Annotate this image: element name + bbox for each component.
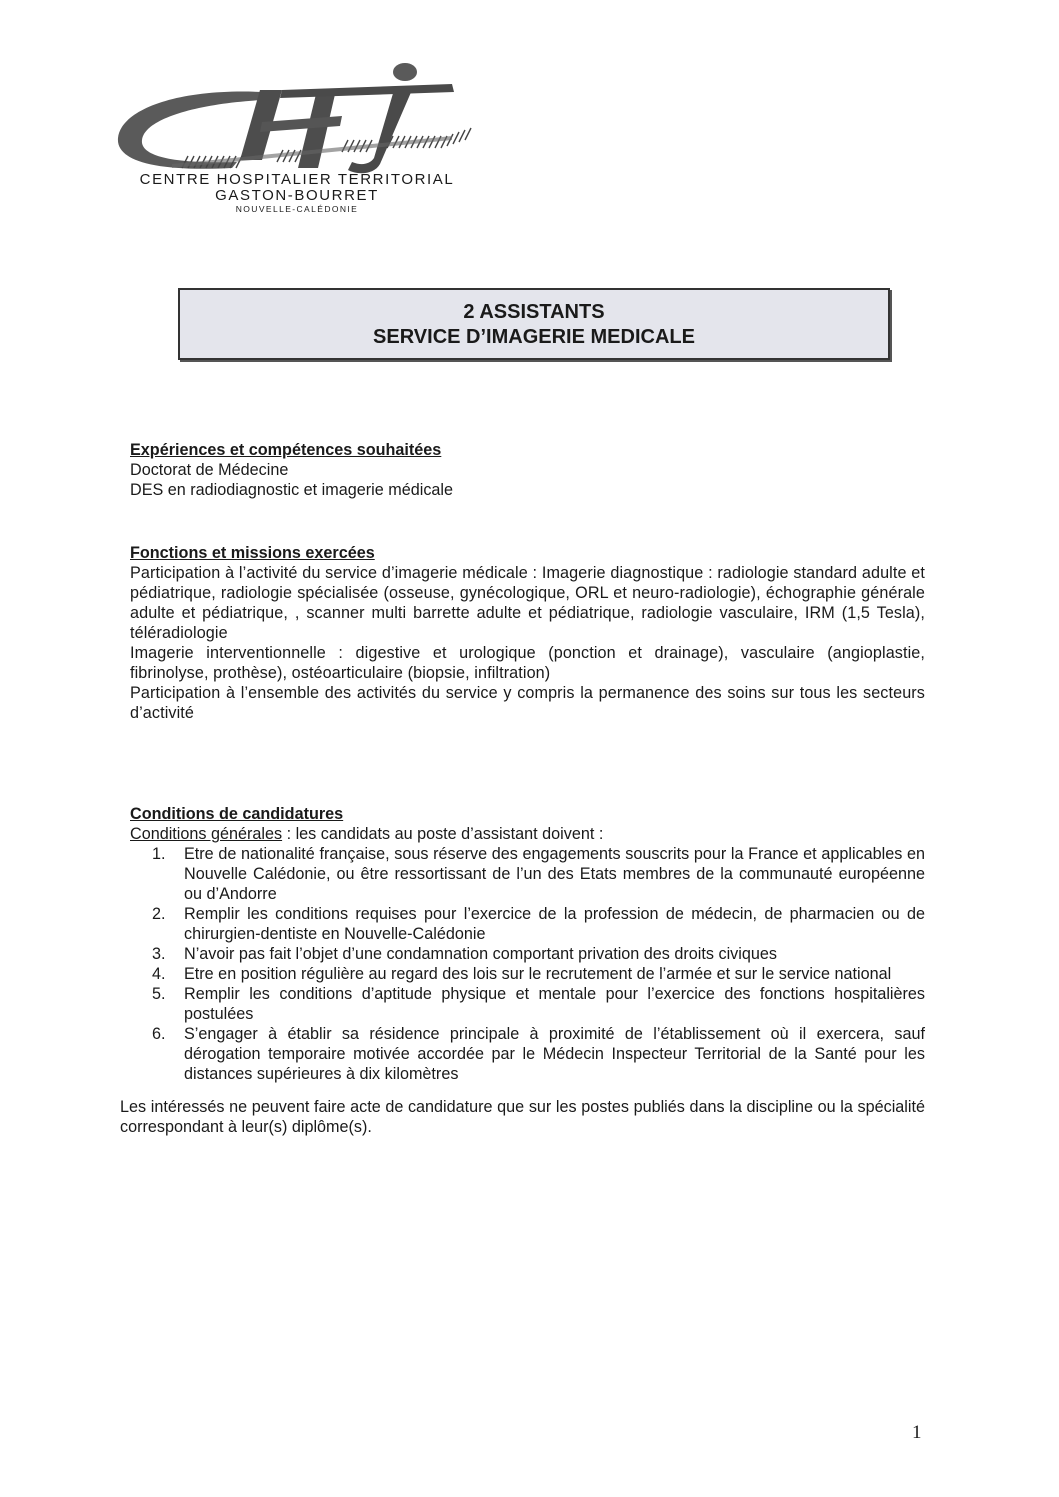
list-item-number: 6. xyxy=(152,1025,166,1043)
experience-item: DES en radiodiagnostic et imagerie médicale xyxy=(130,481,454,499)
list-item-number: 4. xyxy=(152,965,166,983)
conditions-heading: Conditions de candidatures xyxy=(130,805,344,823)
conditions-section xyxy=(130,804,925,1084)
list-item-number: 3. xyxy=(152,945,166,963)
experience-item: Doctorat de Médecine xyxy=(130,461,289,479)
list-item-number: 1. xyxy=(152,845,166,863)
list-item-text: Remplir les conditions requises pour l’exercice de la profession de médecin, de pharmacien ou de chirurgien-dentiste en Nouvelle-Calédonie xyxy=(184,905,925,943)
job-title-line1: 2 ASSISTANTS xyxy=(463,301,605,323)
conditions-intro xyxy=(130,824,925,844)
functions-heading: Fonctions et missions exercées xyxy=(130,544,375,562)
conditions-list xyxy=(130,844,925,1084)
list-item xyxy=(130,984,925,1024)
org-name-line2: GASTON-BOURRET xyxy=(215,187,379,204)
general-conditions-text: : les candidats au poste d’assistant doivent : xyxy=(282,825,604,843)
list-item-number: 2. xyxy=(152,905,166,923)
general-conditions-label: Conditions générales xyxy=(130,825,283,843)
page-number: 1 xyxy=(912,1422,922,1443)
org-name-line1: CENTRE HOSPITALIER TERRITORIAL xyxy=(139,171,455,188)
list-item-text: S’engager à établir sa résidence principale à proximité de l’établissement où il exercera, sauf dérogation temporaire motivée accordée par le Médecin Inspecteur Territorial de la Santé pour les distances supérieures à dix kilomètres xyxy=(184,1025,925,1083)
experience-heading: Expériences et compétences souhaitées xyxy=(130,441,442,459)
list-item xyxy=(130,844,925,904)
job-title-box xyxy=(178,288,890,360)
job-title-line2: SERVICE D’IMAGERIE MEDICALE xyxy=(373,326,695,348)
list-item-number: 5. xyxy=(152,985,166,1003)
list-item xyxy=(130,904,925,944)
functions-paragraph: Participation à l’activité du service d’imagerie médicale : Imagerie diagnostique : radiologie standard adulte et pédiatrique, radiologie spécialisée (osseuse, gynécologique, ORL et neuro-radiologie), échographie générale adulte et pédiatrique, , scanner multi barrette adulte et pédiatrique, radiologie vasculaire, IRM (1,5 Tesla), téléradiologie xyxy=(130,564,925,642)
list-item-text: Etre de nationalité française, sous réserve des engagements souscrits pour la France et applicables en Nouvelle Calédonie, ou être ressortissant de l’un des Etats membres de la communauté européenne ou d’Andorre xyxy=(184,845,925,903)
list-item xyxy=(130,1024,925,1084)
list-item xyxy=(130,964,925,984)
functions-paragraph: Participation à l’ensemble des activités du service y compris la permanence des soins sur tous les secteurs d’activité xyxy=(130,684,925,722)
org-location: NOUVELLE-CALÉDONIE xyxy=(235,204,359,214)
hospital-logo-icon xyxy=(112,60,482,188)
list-item xyxy=(130,944,925,964)
functions-paragraph: Imagerie interventionnelle : digestive et urologique (ponction et drainage), vasculaire (angioplastie, fibrinolyse, prothèse), ostéoarticulaire (biopsie, infiltration) xyxy=(130,644,925,682)
experience-section xyxy=(130,440,925,500)
list-item-text: N’avoir pas fait l’objet d’une condamnation comportant privation des droits civiques xyxy=(184,945,777,963)
list-item-text: Remplir les conditions d’aptitude physique et mentale pour l’exercice des fonctions hospitalières postulées xyxy=(184,985,925,1023)
functions-section xyxy=(130,543,925,723)
list-item-text: Etre en position régulière au regard des lois sur le recrutement de l’armée et sur le service national xyxy=(184,965,892,983)
organization-name xyxy=(112,172,482,214)
closing-paragraph: Les intéressés ne peuvent faire acte de candidature que sur les postes publiés dans la discipline ou la spécialité correspondant à leur(s) diplôme(s). xyxy=(120,1098,925,1136)
